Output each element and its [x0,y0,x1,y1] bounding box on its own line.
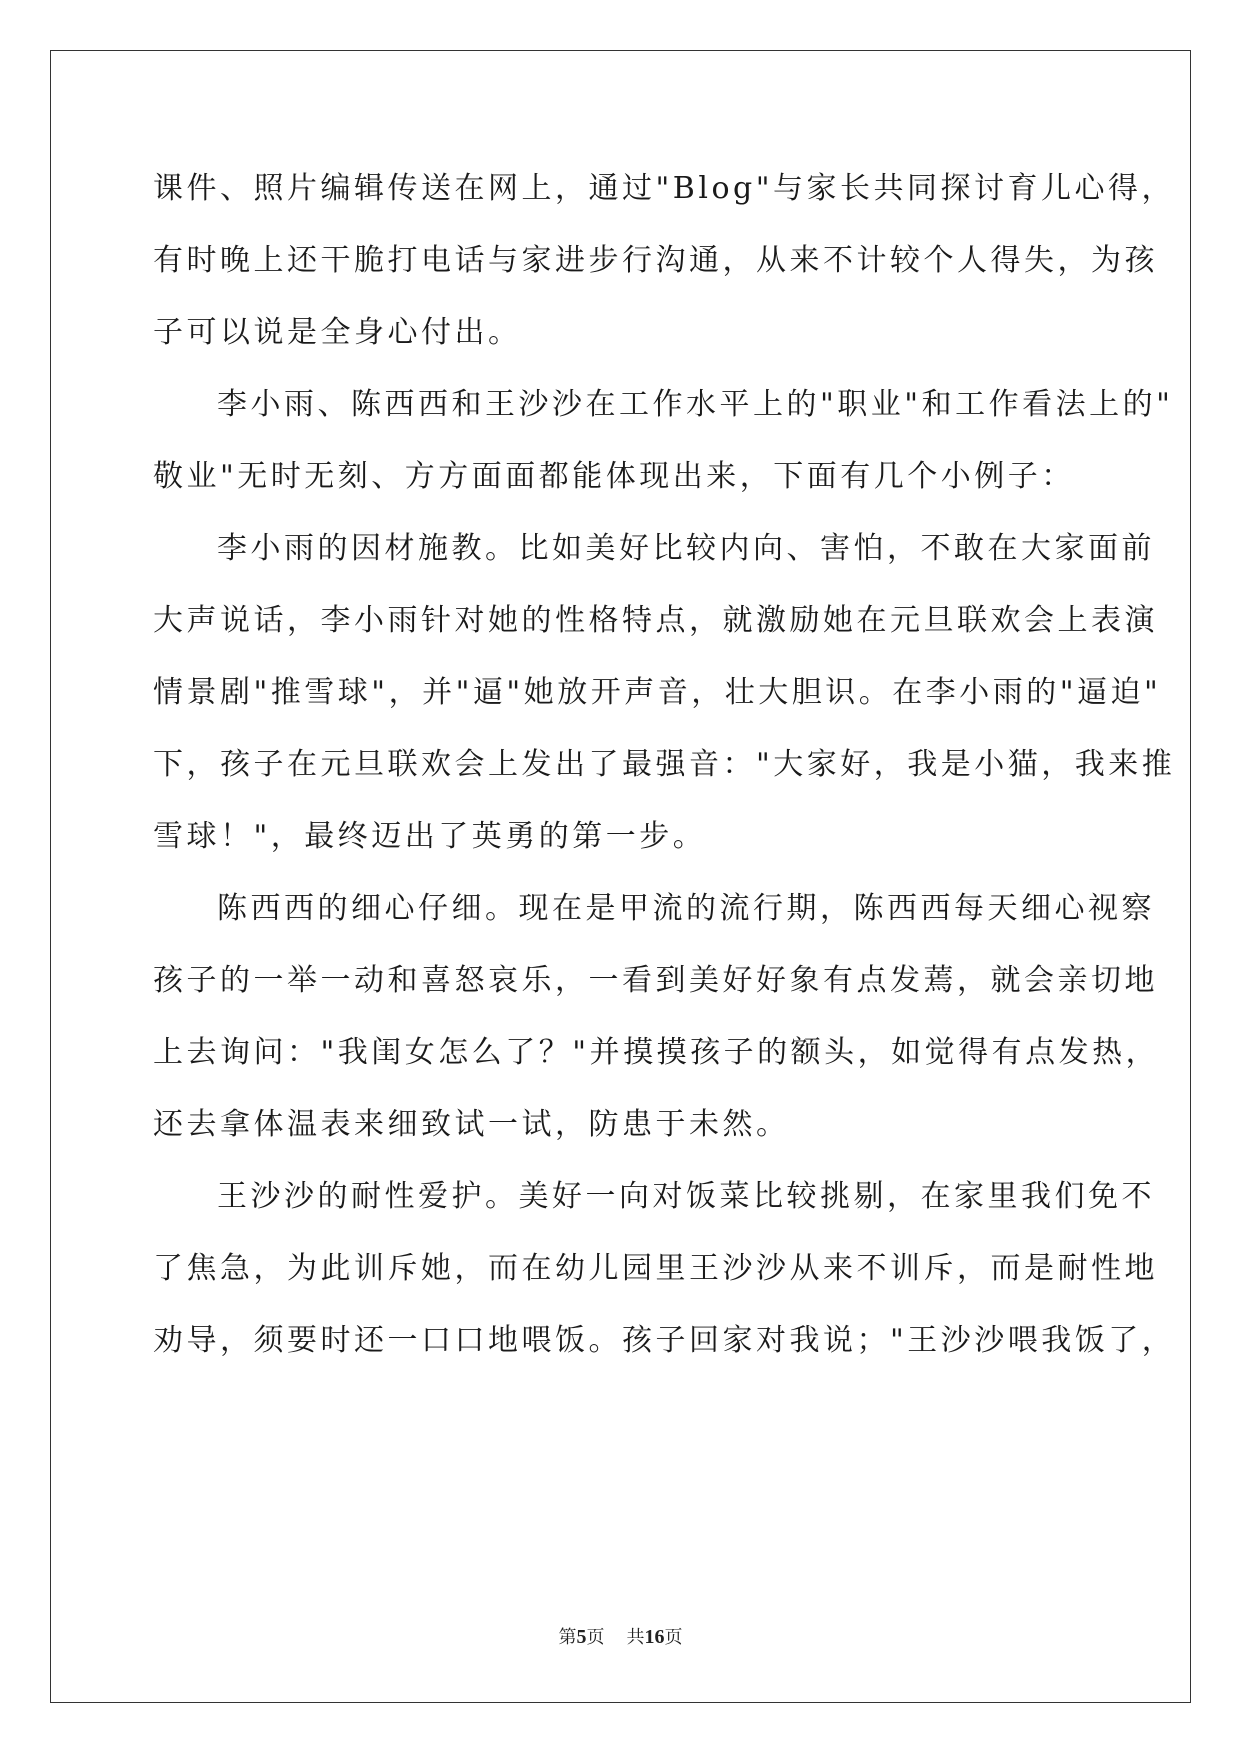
total-pages: 16 [644,1626,665,1648]
text-line: 敬业"无时无刻、方方面面都能体现出来，下面有几个小例子： [153,459,1075,494]
text-line: 孩子的一举一动和喜怒哀乐，一看到美好好象有点发蔫，就会亲切地 [153,963,1158,998]
document-body [153,153,1176,1377]
text-line: 有时晚上还干脆打电话与家进步行沟通，从来不计较个人得失，为孩 [153,243,1158,278]
text-line: 上去询问："我闺女怎么了？"并摸摸孩子的额头，如觉得有点发热， [153,1035,1160,1070]
text-line: 劝导，须要时还一口口地喂饭。孩子回家对我说；"王沙沙喂我饭了， [153,1323,1176,1358]
paragraph-start: 王沙沙的耐性爱护。美好一向对饭菜比较挑剔，在家里我们免不 [217,1179,1155,1214]
page-footer [0,1623,1241,1649]
page-suffix: 页 [586,1627,605,1648]
text-line: 下，孩子在元旦联欢会上发出了最强音："大家好，我是小猫，我来推 [153,747,1176,782]
text-line: 情景剧"推雪球"，并"逼"她放开声音，壮大胆识。在李小雨的"逼迫" [153,675,1162,710]
total-suffix: 页 [664,1627,683,1648]
paragraph-start: 李小雨、陈西西和王沙沙在工作水平上的"职业"和工作看法上的" [217,387,1174,422]
paragraph-start: 李小雨的因材施教。比如美好比较内向、害怕，不敢在大家面前 [217,531,1155,566]
page-number: 5 [576,1626,587,1648]
text-line: 了焦急，为此训斥她，而在幼儿园里王沙沙从来不训斥，而是耐性地 [153,1251,1158,1286]
text-line: 雪球！"，最终迈出了英勇的第一步。 [153,819,707,854]
text-line: 还去拿体温表来细致试一试，防患于未然。 [153,1107,790,1142]
total-prefix: 共 [626,1627,645,1648]
page-prefix: 第 [558,1627,577,1648]
text-line: 课件、照片编辑传送在网上，通过"Blog"与家长共同探讨育儿心得， [153,171,1176,206]
text-line: 大声说话，李小雨针对她的性格特点，就激励她在元旦联欢会上表演 [153,603,1158,638]
text-line: 子可以说是全身心付出。 [153,315,522,350]
paragraph-start: 陈西西的细心仔细。现在是甲流的流行期，陈西西每天细心视察 [217,891,1155,926]
